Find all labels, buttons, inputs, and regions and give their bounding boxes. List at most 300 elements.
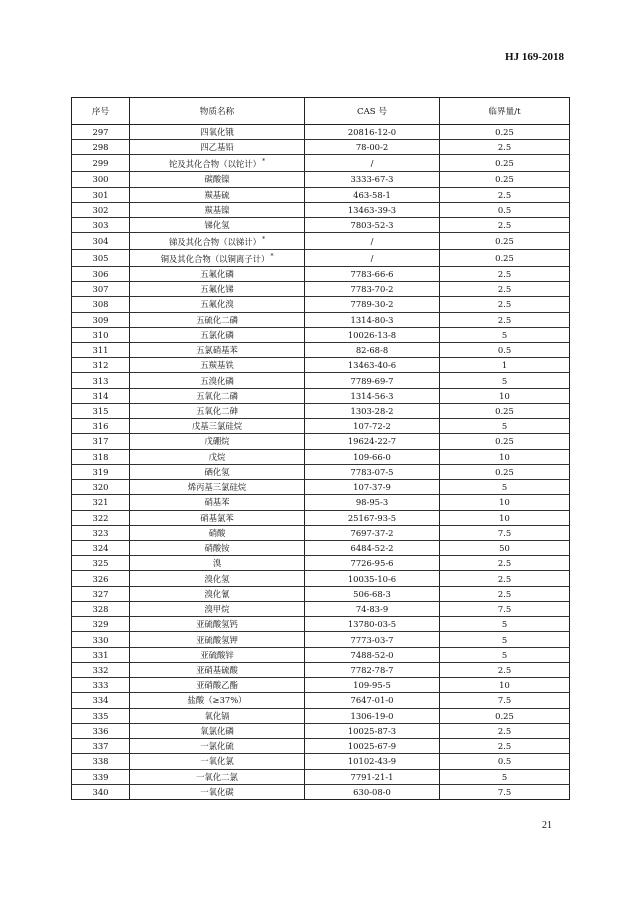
number-cell [72, 739, 130, 754]
cas-cell-text: 13780-03-5 [347, 619, 397, 630]
cas-cell [305, 155, 440, 172]
substance-name-cell [130, 464, 305, 479]
threshold-cell [440, 342, 570, 357]
threshold-cell [440, 373, 570, 388]
substance-name-cell-text: 铜及其化合物（以铜离子计） [160, 253, 270, 264]
cas-cell-text: 13463-39-3 [347, 204, 397, 215]
table-row [72, 678, 570, 693]
number-cell-text: 335 [92, 710, 109, 721]
cas-cell-text: 7791-21-1 [350, 771, 394, 782]
threshold-cell [440, 155, 570, 172]
substance-name-cell [130, 678, 305, 693]
substance-name-cell-text: 戊硼烷 [204, 436, 230, 447]
number-cell-text: 315 [92, 406, 109, 417]
cas-cell [305, 586, 440, 601]
cas-cell-text: 7789-30-2 [350, 299, 394, 310]
substance-name-cell-text: 戊基三氯硅烷 [191, 421, 243, 432]
threshold-cell-text: 10 [499, 497, 510, 508]
number-cell [72, 358, 130, 373]
cas-cell [305, 525, 440, 540]
cas-cell-text: 10026-13-8 [347, 329, 397, 340]
cas-cell-text: / [370, 158, 374, 169]
threshold-cell-text: 5 [501, 482, 508, 493]
cas-cell-text: 7783-66-6 [350, 268, 394, 279]
substance-name-cell-text: 碳酸镍 [204, 174, 230, 185]
substance-name-cell [130, 662, 305, 677]
substance-name-cell-text: 溴 [212, 558, 222, 569]
threshold-cell-text: 2.5 [497, 573, 512, 584]
cas-cell-text: 7782-78-7 [350, 665, 394, 675]
cas-cell-text: 506-68-3 [353, 588, 391, 599]
substance-name-cell [130, 373, 305, 388]
table-row [72, 297, 570, 312]
threshold-cell [440, 601, 570, 616]
threshold-cell [440, 480, 570, 495]
threshold-cell [440, 449, 570, 464]
threshold-cell-text: 0.5 [497, 756, 512, 767]
substance-name-cell [130, 571, 305, 586]
number-cell-text: 326 [92, 573, 109, 584]
threshold-cell-text: 2.5 [497, 314, 512, 325]
substance-name-cell-text: 硝基氯苯 [200, 512, 234, 523]
threshold-cell [440, 187, 570, 202]
table-row [72, 708, 570, 723]
table-row [72, 358, 570, 373]
table-row [72, 312, 570, 327]
cas-cell [305, 202, 440, 217]
cas-cell-text: 1303-28-2 [350, 406, 394, 417]
substance-name-cell [130, 419, 305, 434]
substance-name-cell [130, 754, 305, 769]
cas-cell-text: 7803-52-3 [350, 220, 394, 231]
threshold-cell-text: 0.25 [495, 174, 514, 185]
table-row [72, 769, 570, 784]
number-cell-text: 305 [92, 252, 109, 263]
number-cell-text: 309 [92, 314, 109, 325]
cas-cell [305, 250, 440, 267]
substance-name-cell-text: 锑化氢 [204, 220, 230, 231]
cas-cell [305, 601, 440, 616]
number-cell-text: 330 [92, 634, 109, 645]
cas-cell [305, 678, 440, 693]
threshold-cell [440, 556, 570, 571]
cas-cell-text: 7488-52-0 [350, 649, 394, 660]
substance-name-cell-text: 五氯硝基苯 [196, 345, 238, 356]
number-cell [72, 282, 130, 297]
substance-name-cell-text: 五溴化磷 [200, 375, 234, 386]
number-cell [72, 342, 130, 357]
substance-name-cell [130, 449, 305, 464]
substance-name-cell-text: 五氧化二砷 [196, 406, 238, 417]
substance-name-cell-text: 五氟化溴 [200, 299, 234, 310]
cas-cell [305, 388, 440, 403]
cas-cell-text: 25167-93-5 [347, 512, 397, 523]
cas-cell-text: 10035-10-6 [347, 573, 397, 584]
substance-name-cell [130, 202, 305, 217]
table-header-row [72, 98, 570, 125]
substance-name-cell [130, 693, 305, 708]
table-body [72, 125, 570, 800]
substance-name-cell [130, 541, 305, 556]
cas-cell [305, 125, 440, 140]
cas-cell [305, 187, 440, 202]
threshold-cell [440, 541, 570, 556]
threshold-cell [440, 250, 570, 267]
threshold-cell-text: 0.5 [497, 204, 512, 215]
number-cell-text: 337 [92, 741, 109, 752]
substance-name-cell [130, 233, 305, 250]
threshold-cell-text: 0.25 [495, 236, 514, 247]
number-cell [72, 723, 130, 738]
threshold-cell-text: 0.25 [495, 436, 514, 447]
cas-cell [305, 632, 440, 647]
number-cell [72, 693, 130, 708]
substance-name-cell-text: 戊烷 [208, 451, 226, 462]
substance-name-cell [130, 125, 305, 140]
number-cell [72, 617, 130, 632]
threshold-cell-text: 2.5 [497, 558, 512, 569]
number-cell-text: 320 [92, 482, 109, 493]
cas-cell [305, 647, 440, 662]
number-cell [72, 556, 130, 571]
substance-name-cell-text: 一氧化氯 [200, 756, 234, 767]
cas-cell [305, 571, 440, 586]
substance-name-cell-text: 一氧化二氯 [196, 771, 238, 782]
number-cell [72, 586, 130, 601]
threshold-cell-text: 2.5 [497, 588, 512, 599]
threshold-cell-text: 7.5 [497, 527, 512, 538]
threshold-cell-text: 5 [501, 649, 508, 660]
threshold-cell-text: 0.25 [495, 406, 514, 417]
number-cell [72, 678, 130, 693]
cas-cell-text: 74-83-9 [355, 604, 389, 615]
substance-name-cell [130, 297, 305, 312]
substance-name-cell [130, 434, 305, 449]
table-row [72, 140, 570, 155]
number-cell-text: 333 [92, 680, 109, 691]
threshold-cell [440, 464, 570, 479]
number-cell-text: 303 [92, 220, 109, 231]
number-cell [72, 601, 130, 616]
table-row [72, 419, 570, 434]
table-row [72, 601, 570, 616]
number-cell-text: 339 [92, 771, 109, 782]
cas-cell-text: 10025-87-3 [347, 725, 397, 736]
cas-cell-text: 463-58-1 [353, 189, 391, 200]
footnote-marker: * [262, 158, 266, 166]
threshold-cell [440, 571, 570, 586]
substance-name-cell [130, 282, 305, 297]
cas-cell [305, 723, 440, 738]
substance-name-cell-text: 铊及其化合物（以铊计） [168, 159, 262, 170]
substance-name-cell [130, 250, 305, 267]
number-cell-text: 323 [92, 527, 109, 538]
substance-name-cell [130, 266, 305, 281]
substance-name-cell-text: 亚硝酸乙酯 [196, 680, 238, 691]
substance-name-cell [130, 403, 305, 418]
cas-cell [305, 419, 440, 434]
number-cell-text: 334 [92, 695, 109, 706]
number-cell-text: 325 [92, 558, 109, 569]
substance-name-cell-text: 五硫化二磷 [196, 314, 238, 325]
threshold-cell-text: 1 [501, 360, 508, 371]
number-cell [72, 140, 130, 155]
number-cell [72, 297, 130, 312]
number-cell [72, 449, 130, 464]
table-row [72, 510, 570, 525]
number-cell [72, 125, 130, 140]
cas-cell [305, 739, 440, 754]
substance-name-cell [130, 556, 305, 571]
number-cell-text: 301 [92, 189, 109, 200]
threshold-cell [440, 723, 570, 738]
number-cell-text: 338 [92, 756, 109, 767]
table-row [72, 541, 570, 556]
substance-name-cell [130, 647, 305, 662]
table-row [72, 693, 570, 708]
number-cell [72, 662, 130, 677]
cas-cell [305, 754, 440, 769]
table-row [72, 586, 570, 601]
number-cell-text: 340 [92, 786, 109, 797]
substance-name-cell-text: 硝基苯 [204, 497, 230, 508]
threshold-cell-text: 0.5 [497, 345, 512, 356]
threshold-cell [440, 769, 570, 784]
threshold-cell [440, 282, 570, 297]
substance-name-cell [130, 495, 305, 510]
number-cell [72, 266, 130, 281]
table-row [72, 342, 570, 357]
threshold-cell [440, 754, 570, 769]
threshold-cell-text: 2.5 [497, 725, 512, 736]
number-cell-text: 306 [92, 268, 109, 279]
number-cell-text: 336 [92, 725, 109, 736]
table-row [72, 155, 570, 172]
threshold-cell [440, 739, 570, 754]
substance-name-cell-text: 四乙基铅 [200, 142, 234, 153]
cas-cell [305, 556, 440, 571]
substance-name-cell [130, 217, 305, 232]
threshold-cell-text: 5 [501, 329, 508, 340]
number-cell [72, 403, 130, 418]
substance-name-cell-text: 亚硫酸锌 [200, 649, 234, 660]
number-cell-text: 317 [92, 436, 109, 447]
substance-name-cell [130, 342, 305, 357]
threshold-cell-text: 5 [501, 619, 508, 630]
number-cell-text: 321 [92, 497, 109, 508]
column-header-threshold: 临界量/t [440, 98, 570, 125]
threshold-cell [440, 784, 570, 799]
substance-name-cell-text: 四氧化锇 [200, 127, 234, 138]
substance-name-cell-text: 锑及其化合物（以锑计） [168, 237, 262, 247]
column-header-number: 序号 [72, 98, 130, 125]
cas-cell-text: 1314-56-3 [350, 390, 394, 401]
substance-name-cell-text: 硝酸铵 [204, 543, 230, 554]
number-cell-text: 312 [92, 360, 109, 371]
cas-cell-text: 13463-40-6 [347, 360, 397, 371]
table-row [72, 202, 570, 217]
table-row [72, 464, 570, 479]
threshold-cell [440, 388, 570, 403]
number-cell-text: 304 [92, 236, 109, 247]
threshold-cell-text: 5 [501, 421, 508, 432]
substance-name-cell [130, 739, 305, 754]
substance-name-cell-text: 一氯化硫 [200, 741, 234, 752]
threshold-cell-text: 7.5 [497, 786, 512, 797]
cas-cell-text: 19624-22-7 [347, 436, 397, 447]
threshold-cell-text: 0.25 [495, 158, 514, 169]
cas-cell [305, 464, 440, 479]
cas-cell [305, 434, 440, 449]
cas-cell-text: 78-00-2 [355, 142, 389, 153]
substance-name-cell-text: 盐酸（≥37%） [187, 695, 247, 706]
number-cell-text: 332 [92, 665, 109, 675]
number-cell [72, 571, 130, 586]
threshold-cell [440, 312, 570, 327]
substance-name-cell [130, 480, 305, 495]
threshold-cell-text: 0.25 [495, 252, 514, 263]
table-row [72, 250, 570, 267]
cas-cell [305, 282, 440, 297]
number-cell [72, 495, 130, 510]
threshold-cell-text: 2.5 [497, 741, 512, 752]
substance-name-cell-text: 亚硫酸氢钾 [196, 634, 238, 645]
threshold-cell-text: 7.5 [497, 604, 512, 615]
substance-name-cell-text: 溴化氰 [204, 588, 230, 599]
substance-name-cell [130, 312, 305, 327]
substance-name-cell-text: 硝酸 [208, 527, 226, 538]
number-cell-text: 298 [92, 142, 109, 153]
number-cell [72, 464, 130, 479]
substance-name-cell [130, 601, 305, 616]
threshold-cell [440, 297, 570, 312]
substance-name-cell [130, 525, 305, 540]
table-row [72, 373, 570, 388]
number-cell [72, 754, 130, 769]
threshold-cell [440, 419, 570, 434]
threshold-cell [440, 217, 570, 232]
threshold-cell-text: 2.5 [497, 665, 512, 675]
cas-cell [305, 617, 440, 632]
number-cell [72, 419, 130, 434]
substance-name-cell-text: 硒化氢 [204, 466, 230, 477]
number-cell [72, 708, 130, 723]
cas-cell-text: 6484-52-2 [350, 543, 394, 554]
number-cell-text: 302 [92, 204, 109, 215]
number-cell-text: 322 [92, 512, 109, 523]
cas-cell [305, 693, 440, 708]
cas-cell [305, 312, 440, 327]
footnote-marker: * [270, 253, 274, 260]
number-cell-text: 299 [92, 158, 109, 169]
number-cell-text: 316 [92, 421, 109, 432]
number-cell-text: 324 [92, 543, 109, 554]
number-cell [72, 510, 130, 525]
threshold-cell-text: 10 [499, 390, 510, 401]
threshold-cell-text: 0.25 [495, 127, 514, 138]
number-cell-text: 300 [92, 174, 109, 185]
cas-cell [305, 480, 440, 495]
table-row [72, 172, 570, 187]
cas-cell-text: 109-66-0 [353, 451, 391, 462]
table-row [72, 480, 570, 495]
column-header-cas: CAS 号 [305, 98, 440, 125]
threshold-cell [440, 403, 570, 418]
substance-name-cell [130, 510, 305, 525]
substance-name-cell-text: 氧氯化磷 [200, 725, 234, 736]
threshold-cell [440, 647, 570, 662]
cas-cell-text: 107-37-9 [353, 482, 391, 493]
substance-name-cell-text: 五氟化磷 [200, 268, 234, 279]
cas-cell [305, 327, 440, 342]
table-row [72, 754, 570, 769]
table-row [72, 647, 570, 662]
number-cell-text: 327 [92, 588, 109, 599]
cas-cell [305, 403, 440, 418]
threshold-cell-text: 2.5 [497, 299, 512, 310]
number-cell [72, 525, 130, 540]
number-cell [72, 217, 130, 232]
table-row [72, 525, 570, 540]
cas-cell [305, 662, 440, 677]
cas-cell [305, 358, 440, 373]
cas-cell [305, 708, 440, 723]
table-row [72, 662, 570, 677]
cas-cell [305, 541, 440, 556]
cas-cell-text: 1306-19-0 [350, 710, 394, 721]
cas-cell [305, 449, 440, 464]
threshold-cell [440, 172, 570, 187]
cas-cell-text: / [370, 252, 374, 263]
number-cell [72, 784, 130, 799]
threshold-cell [440, 358, 570, 373]
number-cell-text: 329 [92, 619, 109, 630]
threshold-cell [440, 617, 570, 632]
number-cell [72, 250, 130, 267]
number-cell-text: 318 [92, 451, 109, 462]
substance-name-cell [130, 784, 305, 799]
threshold-cell-text: 7.5 [497, 695, 512, 706]
table-row [72, 617, 570, 632]
table-row [72, 327, 570, 342]
column-header-substance-name: 物质名称 [130, 98, 305, 125]
number-cell-text: 319 [92, 466, 109, 477]
substance-name-cell [130, 140, 305, 155]
cas-cell-text: 7789-69-7 [350, 375, 394, 386]
threshold-cell [440, 202, 570, 217]
threshold-cell [440, 140, 570, 155]
cas-cell [305, 217, 440, 232]
table-row [72, 434, 570, 449]
substance-name-cell [130, 632, 305, 647]
threshold-cell [440, 662, 570, 677]
threshold-cell [440, 693, 570, 708]
threshold-cell-text: 10 [499, 451, 510, 462]
cas-cell [305, 495, 440, 510]
threshold-cell-text: 10 [499, 680, 510, 691]
threshold-cell [440, 266, 570, 281]
number-cell-text: 313 [92, 375, 109, 386]
substance-name-cell [130, 358, 305, 373]
table-row [72, 217, 570, 232]
substance-name-cell-text: 五羰基铁 [200, 360, 234, 371]
threshold-cell-text: 10 [499, 512, 510, 523]
cas-cell-text: 7647-01-0 [350, 695, 394, 706]
cas-cell-text: 7783-07-5 [350, 466, 394, 477]
cas-cell-text: 10025-67-9 [347, 741, 397, 752]
number-cell [72, 434, 130, 449]
substance-name-cell [130, 586, 305, 601]
